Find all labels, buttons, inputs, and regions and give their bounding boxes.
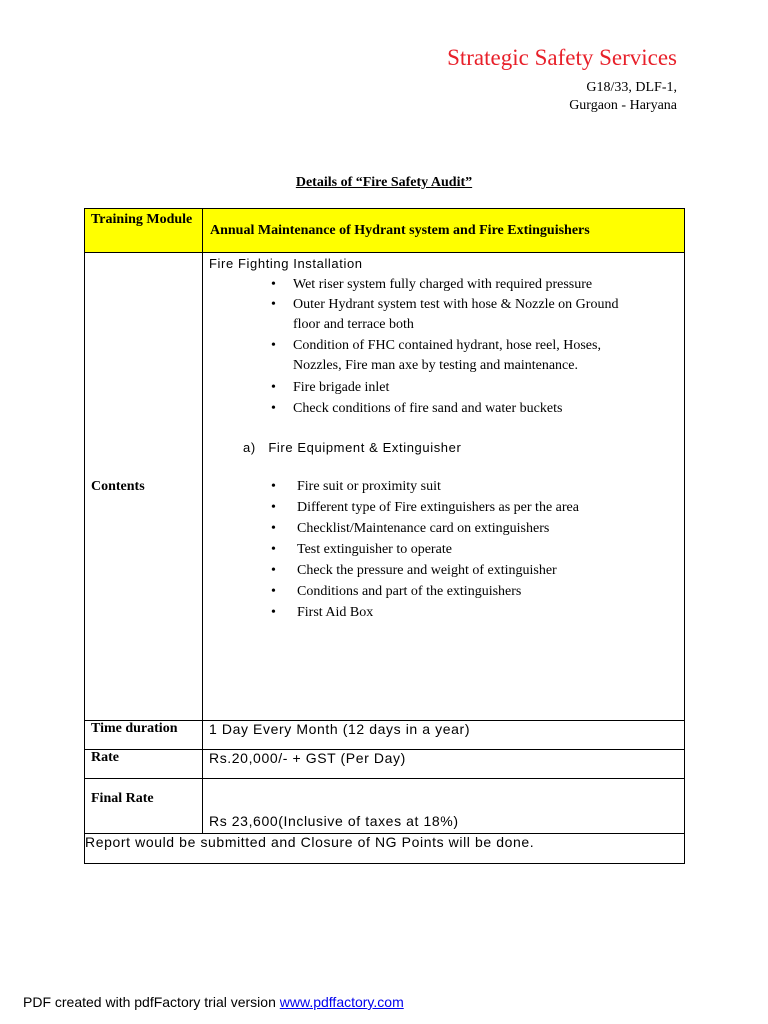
final-rate-value: Rs 23,600(Inclusive of taxes at 18%) [203, 779, 685, 834]
list-item: • Check conditions of fire sand and water buckets [293, 398, 644, 419]
section-fire-fighting-heading: Fire Fighting Installation [209, 256, 363, 271]
final-rate-row [85, 779, 685, 834]
time-duration-value: 1 Day Every Month (12 days in a year) [203, 721, 685, 750]
time-duration-label: Time duration [85, 721, 203, 750]
pdffactory-link[interactable]: www.pdffactory.com [279, 994, 404, 1010]
list-item: • Different type of Fire extinguishers as per the area [297, 497, 684, 518]
training-module-row [85, 209, 685, 253]
address-line-1: G18/33, DLF-1, [586, 80, 677, 95]
audit-details-table [84, 208, 685, 864]
list-item: • Checklist/Maintenance card on extinguishers [297, 518, 684, 539]
rate-row [85, 750, 685, 779]
rate-label: Rate [85, 750, 203, 779]
pdf-footer [23, 994, 404, 1010]
list-item: • Wet riser system fully charged with required pressure [293, 274, 644, 295]
list-item: • Outer Hydrant system test with hose & Nozzle on Ground floor and terrace both [293, 295, 644, 335]
contents-row [85, 253, 685, 721]
list-item: • Fire brigade inlet [293, 377, 644, 398]
list-item: • First Aid Box [297, 602, 684, 623]
equipment-list [297, 476, 684, 623]
footer-text: PDF created with pdfFactory trial version [23, 994, 280, 1010]
list-item: • Fire suit or proximity suit [297, 476, 684, 497]
list-item: • Condition of FHC contained hydrant, hose reel, Hoses, Nozzles, Fire man axe by testing and maintenance. [293, 336, 644, 376]
report-note: Report would be submitted and Closure of NG Points will be done. [85, 834, 685, 864]
address-line-2: Gurgaon - Haryana [569, 98, 677, 113]
document-title: Details of “Fire Safety Audit” [295, 175, 473, 190]
training-module-label: Training Module [85, 209, 203, 253]
final-rate-label: Final Rate [85, 779, 203, 834]
list-item: • Check the pressure and weight of extinguisher [297, 560, 684, 581]
list-item: • Test extinguisher to operate [297, 539, 684, 560]
fire-fighting-list [293, 274, 644, 419]
rate-value: Rs.20,000/- + GST (Per Day) [203, 750, 685, 779]
report-row [85, 834, 685, 864]
section-equipment-heading: a) Fire Equipment & Extinguisher [243, 440, 462, 455]
list-item: • Conditions and part of the extinguishers [297, 581, 684, 602]
company-name: Strategic Safety Services [447, 45, 677, 70]
training-module-value: Annual Maintenance of Hydrant system and Fire Extinguishers [203, 209, 685, 253]
time-duration-row [85, 721, 685, 750]
contents-cell [203, 253, 685, 721]
contents-label: Contents [85, 253, 203, 721]
